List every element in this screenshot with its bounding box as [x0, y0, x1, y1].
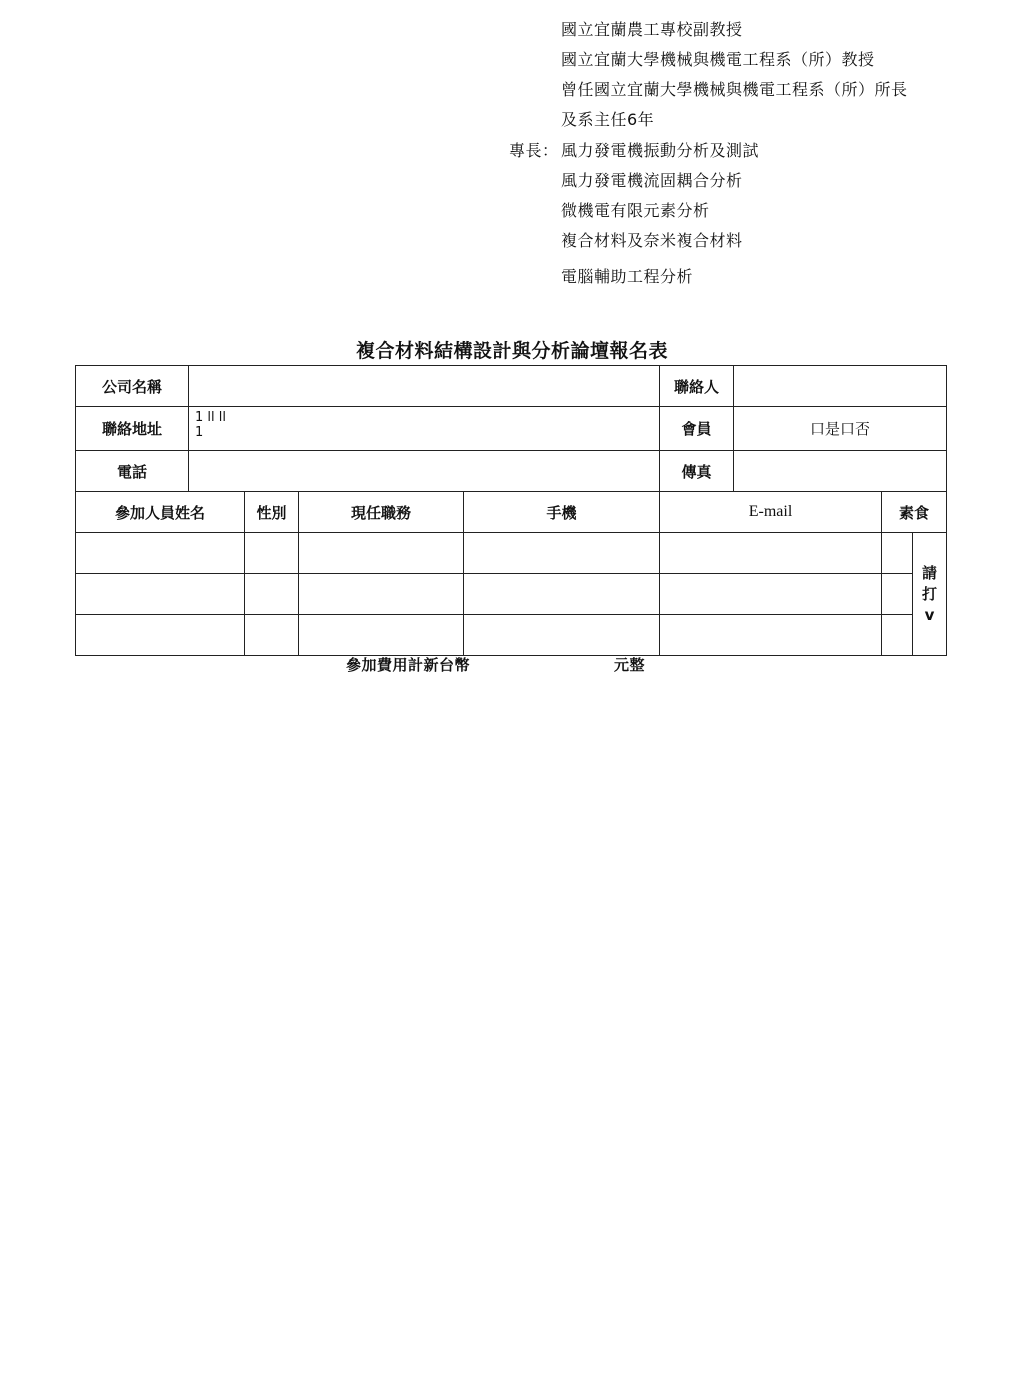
veg-note-3: v: [924, 605, 935, 624]
member-checkboxes[interactable]: 口是口否: [734, 407, 947, 451]
expertise-item-5: 電腦輔助工程分析: [561, 267, 694, 286]
participant-row: [76, 533, 947, 574]
participant-position-field[interactable]: [299, 533, 464, 574]
participant-vegetarian-field[interactable]: [882, 533, 913, 574]
participant-vegetarian-field[interactable]: [882, 615, 913, 656]
address-line-1: 1 ll ll: [195, 410, 226, 425]
form-title: 複合材料結構設計與分析論壇報名表: [355, 340, 668, 362]
participant-mobile-field[interactable]: [464, 533, 660, 574]
member-label: 會員: [660, 407, 734, 451]
phone-field[interactable]: [189, 451, 660, 492]
company-field[interactable]: [189, 366, 660, 407]
participant-mobile-field[interactable]: [464, 615, 660, 656]
header-vegetarian: 素食: [882, 492, 947, 533]
phone-row: [76, 451, 947, 492]
contact-label: 聯絡人: [660, 366, 734, 407]
participant-header-row: [76, 492, 947, 533]
participant-email-field[interactable]: [660, 615, 882, 656]
address-line-2: 1: [195, 425, 204, 440]
veg-note-2: 打: [922, 584, 938, 603]
vegetarian-note: [913, 533, 947, 656]
expertise-item-2: 風力發電機流固耦合分析: [561, 171, 743, 190]
participant-vegetarian-field[interactable]: [882, 574, 913, 615]
bio-position-1: 國立宜蘭農工專校副教授: [561, 20, 743, 39]
company-row: [76, 366, 947, 407]
expertise-item-4: 複合材料及奈米複合材料: [561, 231, 743, 250]
bio-position-2: 國立宜蘭大學機械與機電工程系（所）教授: [561, 50, 875, 69]
header-gender: 性別: [245, 492, 299, 533]
participant-position-field[interactable]: [299, 574, 464, 615]
expertise-item-3: 微機電有限元素分析: [561, 201, 710, 220]
participant-name-field[interactable]: [76, 533, 245, 574]
header-position: 現任職務: [299, 492, 464, 533]
participant-email-field[interactable]: [660, 574, 882, 615]
participant-gender-field[interactable]: [245, 533, 299, 574]
contact-field[interactable]: [734, 366, 947, 407]
fee-label: 參加費用計新台幣: [346, 656, 471, 674]
participant-gender-field[interactable]: [245, 574, 299, 615]
participant-row: [76, 615, 947, 656]
participant-gender-field[interactable]: [245, 615, 299, 656]
header-mobile: 手機: [464, 492, 660, 533]
participant-name-field[interactable]: [76, 615, 245, 656]
header-name: 參加人員姓名: [76, 492, 245, 533]
header-email: E-mail: [660, 492, 882, 533]
bio-position-4: 及系主任6年: [561, 110, 655, 129]
address-label: 聯絡地址: [76, 407, 189, 451]
fax-label: 傳真: [660, 451, 734, 492]
registration-form: [75, 365, 947, 656]
phone-label: 電話: [76, 451, 189, 492]
fee-unit: 元整: [614, 656, 646, 674]
bio-position-3: 曾任國立宜蘭大學機械與機電工程系（所）所長: [561, 80, 908, 99]
veg-note-1: 請: [922, 563, 938, 582]
participant-email-field[interactable]: [660, 533, 882, 574]
participant-name-field[interactable]: [76, 574, 245, 615]
expertise-label: 專長：: [509, 141, 559, 160]
company-label: 公司名稱: [76, 366, 189, 407]
participant-position-field[interactable]: [299, 615, 464, 656]
expertise-item-1: 風力發電機振動分析及測試: [561, 141, 760, 160]
address-row: [76, 407, 947, 451]
fax-field[interactable]: [734, 451, 947, 492]
participant-row: [76, 574, 947, 615]
participant-mobile-field[interactable]: [464, 574, 660, 615]
address-field[interactable]: [189, 407, 660, 451]
